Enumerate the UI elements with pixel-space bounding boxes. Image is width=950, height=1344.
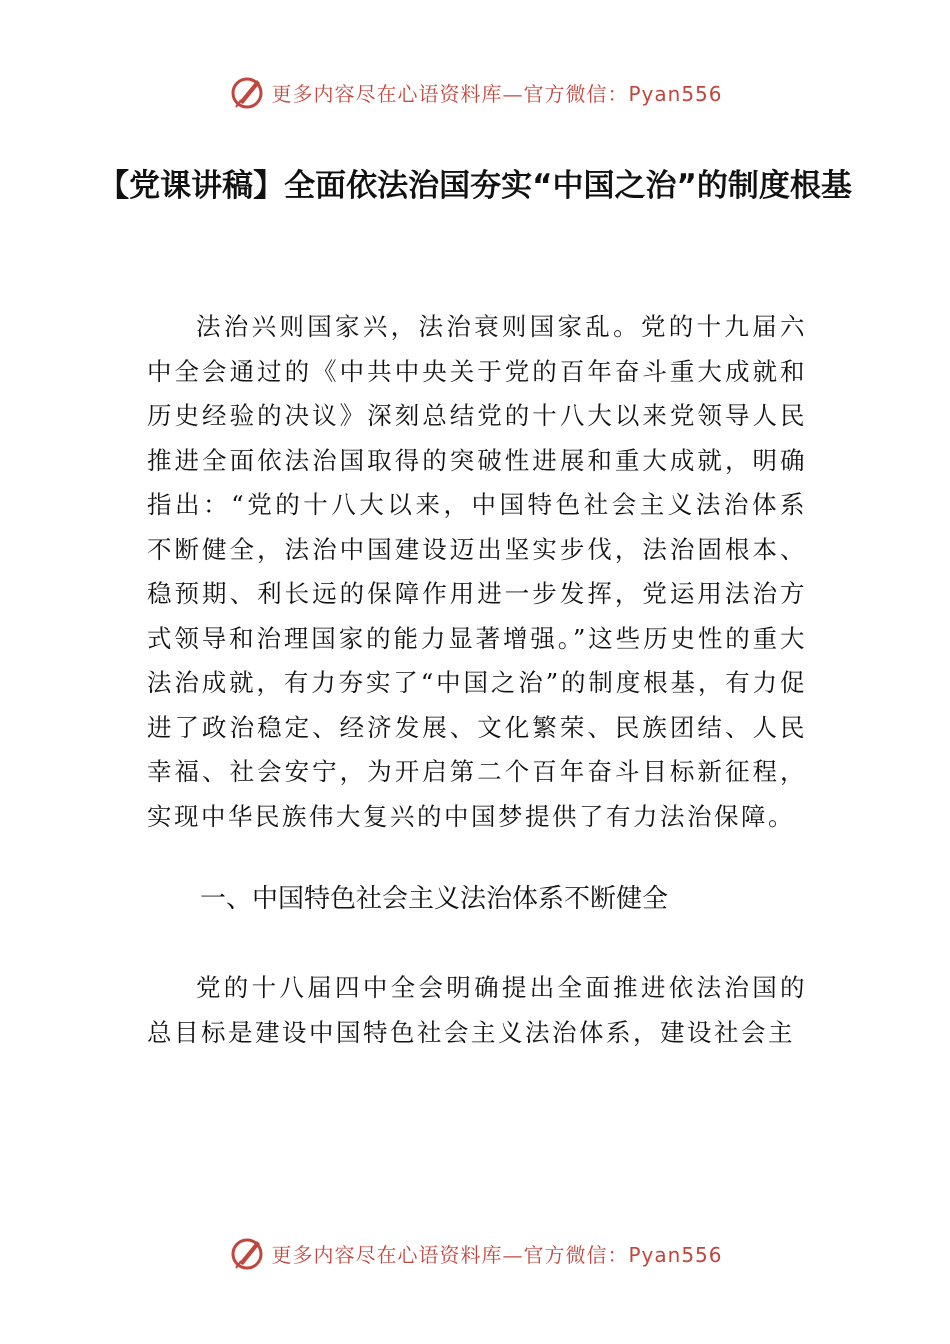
banner-text [271, 78, 722, 107]
quill-pen-logo-icon [227, 72, 267, 112]
paragraph-1: 法治兴则国家兴，法治衰则国家乱。党的十九届六中全会通过的《中共中央关于党的百年奋斗重大成就和历史经验的决议》深刻总结党的十八大以来党领导人民推进全面依法治国取得的突破性进展和重大成就，明确指出：“党的十八大以来，中国特色社会主义法治体系不断健全，法治中国建设迈出坚实步伐，法治固根本、稳预期、利长远的保障作用进一步发挥，党运用法治方式领导和治理国家的能力显著增强。”这些历史性的重大法治成就，有力夯实了“中国之治”的制度根基，有力促进了政治稳定、经济发展、文化繁荣、民族团结、人民幸福、社会安宁，为开启第二个百年奋斗目标新征程，实现中华民族伟大复兴的中国梦提供了有力法治保障。 [147, 312, 807, 831]
banner-wechat-id: Pyan556 [628, 1242, 723, 1267]
banner-separator: — [502, 81, 524, 106]
banner-slogan: 更多内容尽在心语资料库 [271, 1242, 503, 1267]
quill-pen-logo-icon [227, 1233, 267, 1273]
banner-wechat-label: 官方微信： [523, 1242, 629, 1267]
paragraph-2: 党的十八届四中全会明确提出全面推进依法治国的总目标是建设中国特色社会主义法治体系，建设社会主 [147, 973, 807, 1047]
section-1-heading: 一、中国特色社会主义法治体系不断健全 [200, 884, 669, 914]
banner-text [271, 1239, 722, 1268]
banner-slogan: 更多内容尽在心语资料库 [271, 81, 503, 106]
banner-wechat-id: Pyan556 [628, 81, 723, 106]
banner-separator: — [502, 1242, 524, 1267]
banner-wechat-label: 官方微信： [523, 81, 629, 106]
header-banner [0, 70, 950, 114]
document-title: 【党课讲稿】全面依法治国夯实“中国之治”的制度根基 [98, 168, 852, 204]
footer-banner [0, 1231, 950, 1275]
